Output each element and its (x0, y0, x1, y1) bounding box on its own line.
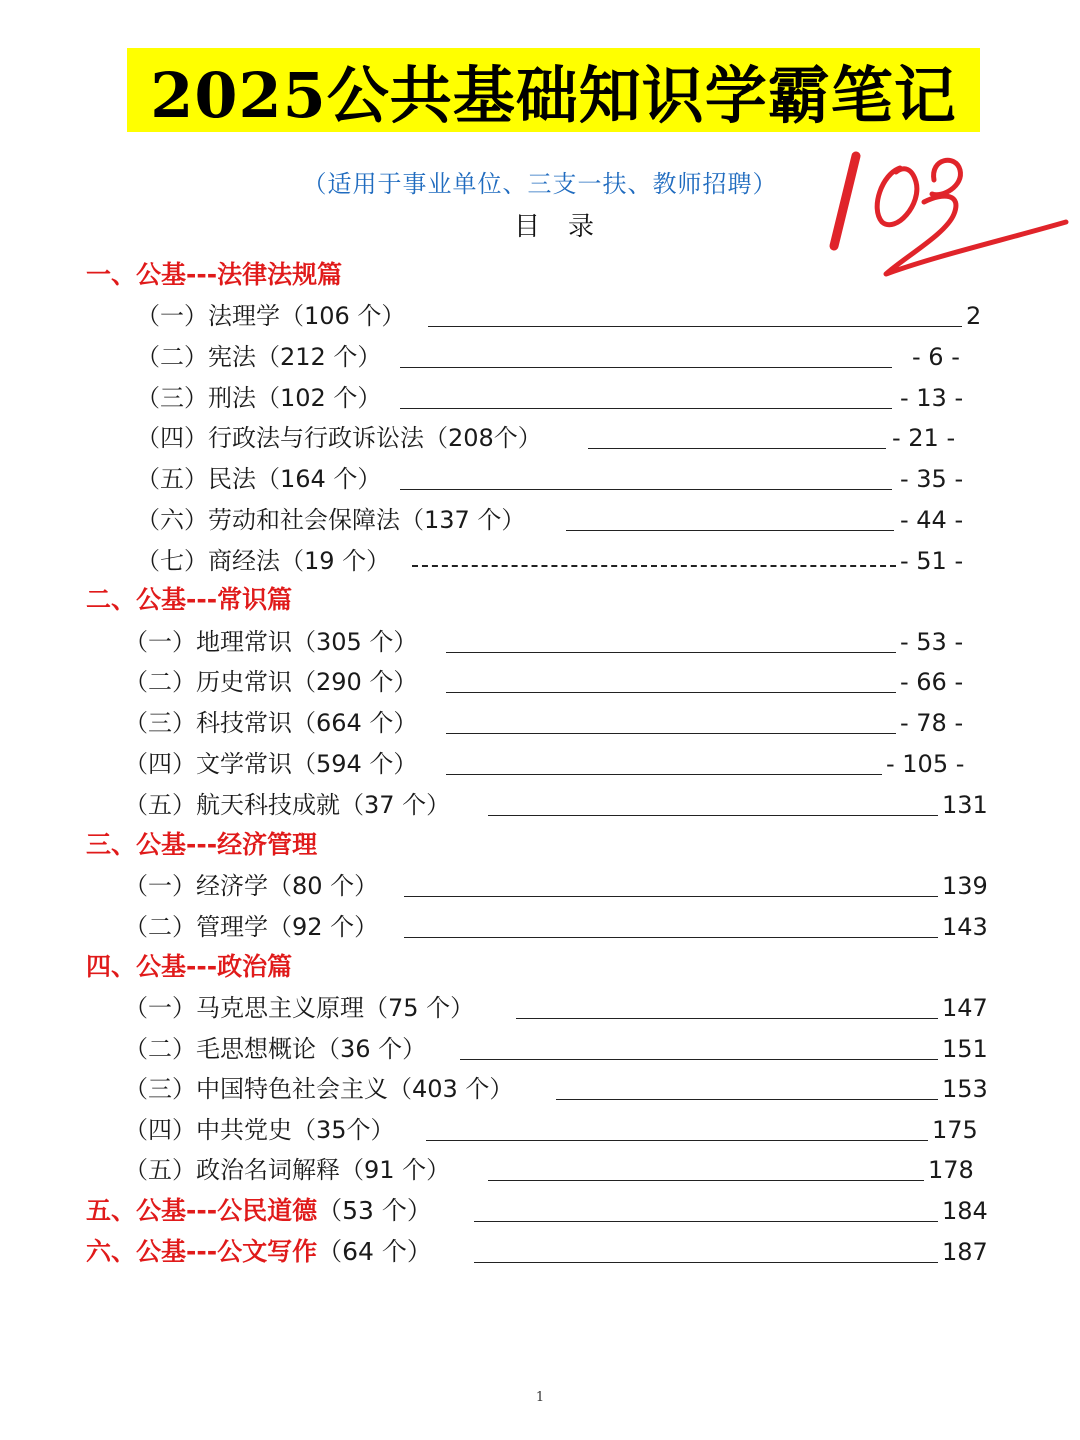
leader-line (446, 733, 896, 734)
leader-line (400, 489, 892, 490)
entry-page: 139 (942, 872, 988, 900)
toc-entry[interactable] (0, 459, 1080, 499)
entry-page: - 13 - (900, 384, 964, 412)
entry-label: （二）管理学（92 个） (124, 913, 379, 941)
toc-entry[interactable] (0, 988, 1080, 1028)
toc-entry[interactable] (0, 703, 1080, 743)
section-4-heading[interactable] (0, 947, 1080, 987)
leader-line (404, 937, 938, 938)
section-count: （53 个） (317, 1196, 432, 1225)
entry-label: （一）马克思主义原理（75 个） (124, 994, 475, 1022)
entry-label: （七）商经法（19 个） (136, 547, 391, 575)
section-6-heading[interactable] (0, 1232, 1080, 1272)
entry-label: （一）法理学（106 个） (136, 302, 406, 330)
toc-entry[interactable] (0, 541, 1080, 581)
entry-page: - 35 - (900, 465, 964, 493)
entry-label: （一）地理常识（305 个） (124, 628, 418, 656)
entry-label: （六）劳动和社会保障法（137 个） (136, 506, 526, 534)
entry-page: - 105 - (886, 750, 965, 778)
leader-line (488, 815, 938, 816)
entry-page: 2 (966, 302, 982, 330)
leader-line (460, 1059, 938, 1060)
leader-line (428, 326, 962, 327)
leader-line (474, 1262, 938, 1263)
toc-entry[interactable] (0, 866, 1080, 906)
leader-line (446, 774, 882, 775)
toc-entry[interactable] (0, 1069, 1080, 1109)
entry-page: - 6 - (912, 343, 960, 371)
entry-page: - 53 - (900, 628, 964, 656)
leader-line (412, 565, 896, 567)
entry-label: （三）刑法（102 个） (136, 384, 382, 412)
toc-entry[interactable] (0, 378, 1080, 418)
footer-page-number: 1 (535, 1390, 545, 1405)
section-label: 四、公基---政治篇 (86, 952, 293, 981)
section-label: 五、公基---公民道德（53 个） (86, 1196, 432, 1225)
leader-line (556, 1099, 938, 1100)
entry-page: 147 (942, 994, 988, 1022)
leader-line (488, 1180, 924, 1181)
leader-line (446, 652, 896, 653)
entry-page: 153 (942, 1075, 988, 1103)
entry-label: （四）文学常识（594 个） (124, 750, 418, 778)
entry-page: 187 (942, 1238, 988, 1266)
entry-page: 143 (942, 913, 988, 941)
toc-entry[interactable] (0, 907, 1080, 947)
entry-label: （三）科技常识（664 个） (124, 709, 418, 737)
entry-page: 131 (942, 791, 988, 819)
entry-label: （五）航天科技成就（37 个） (124, 791, 451, 819)
toc-entry[interactable] (0, 296, 1080, 336)
entry-page: - 78 - (900, 709, 964, 737)
leader-line (400, 367, 892, 368)
toc-entry[interactable] (0, 785, 1080, 825)
section-label: 二、公基---常识篇 (86, 585, 293, 614)
leader-line (404, 896, 938, 897)
leader-line (566, 530, 894, 531)
section-2-heading[interactable] (0, 580, 1080, 620)
entry-page: - 66 - (900, 668, 964, 696)
entry-label: （四）中共党史（35个） (124, 1116, 395, 1144)
entry-label: （三）中国特色社会主义（403 个） (124, 1075, 514, 1103)
leader-line (474, 1221, 938, 1222)
leader-line (588, 448, 886, 449)
toc-entry[interactable] (0, 1150, 1080, 1190)
entry-label: （五）政治名词解释（91 个） (124, 1156, 451, 1184)
section-1-heading[interactable] (0, 255, 1080, 295)
toc-entry[interactable] (0, 744, 1080, 784)
toc-entry[interactable] (0, 337, 1080, 377)
subtitle: （适用于事业单位、三支一扶、教师招聘） (302, 170, 778, 198)
entry-label: （五）民法（164 个） (136, 465, 382, 493)
toc-entry[interactable] (0, 500, 1080, 540)
page-title: 2025公共基础知识学霸笔记 (150, 58, 957, 132)
entry-label: （一）经济学（80 个） (124, 872, 379, 900)
entry-label: （二）宪法（212 个） (136, 343, 382, 371)
entry-page: - 44 - (900, 506, 964, 534)
entry-page: 175 (932, 1116, 978, 1144)
section-label: 六、公基---公文写作（64 个） (86, 1237, 432, 1266)
entry-label: （二）毛思想概论（36 个） (124, 1035, 427, 1063)
entry-page: 178 (928, 1156, 974, 1184)
entry-page: 184 (942, 1197, 988, 1225)
entry-page: - 51 - (900, 547, 964, 575)
section-label: 一、公基---法律法规篇 (86, 260, 343, 289)
entry-label: （四）行政法与行政诉讼法（208个） (136, 424, 542, 452)
toc-heading: 目录 (513, 212, 622, 242)
leader-line (446, 692, 896, 693)
entry-label: （二）历史常识（290 个） (124, 668, 418, 696)
section-label: 三、公基---经济管理 (86, 830, 318, 859)
section-3-heading[interactable] (0, 825, 1080, 865)
entry-page: - 21 - (892, 424, 956, 452)
toc-entry[interactable] (0, 1029, 1080, 1069)
section-5-heading[interactable] (0, 1191, 1080, 1231)
leader-line (516, 1018, 938, 1019)
section-count: （64 个） (317, 1237, 432, 1266)
toc-entry[interactable] (0, 1110, 1080, 1150)
leader-line (426, 1140, 928, 1141)
leader-line (400, 408, 892, 409)
toc-entry[interactable] (0, 418, 1080, 458)
toc-entry[interactable] (0, 662, 1080, 702)
toc-entry[interactable] (0, 622, 1080, 662)
entry-page: 151 (942, 1035, 988, 1063)
